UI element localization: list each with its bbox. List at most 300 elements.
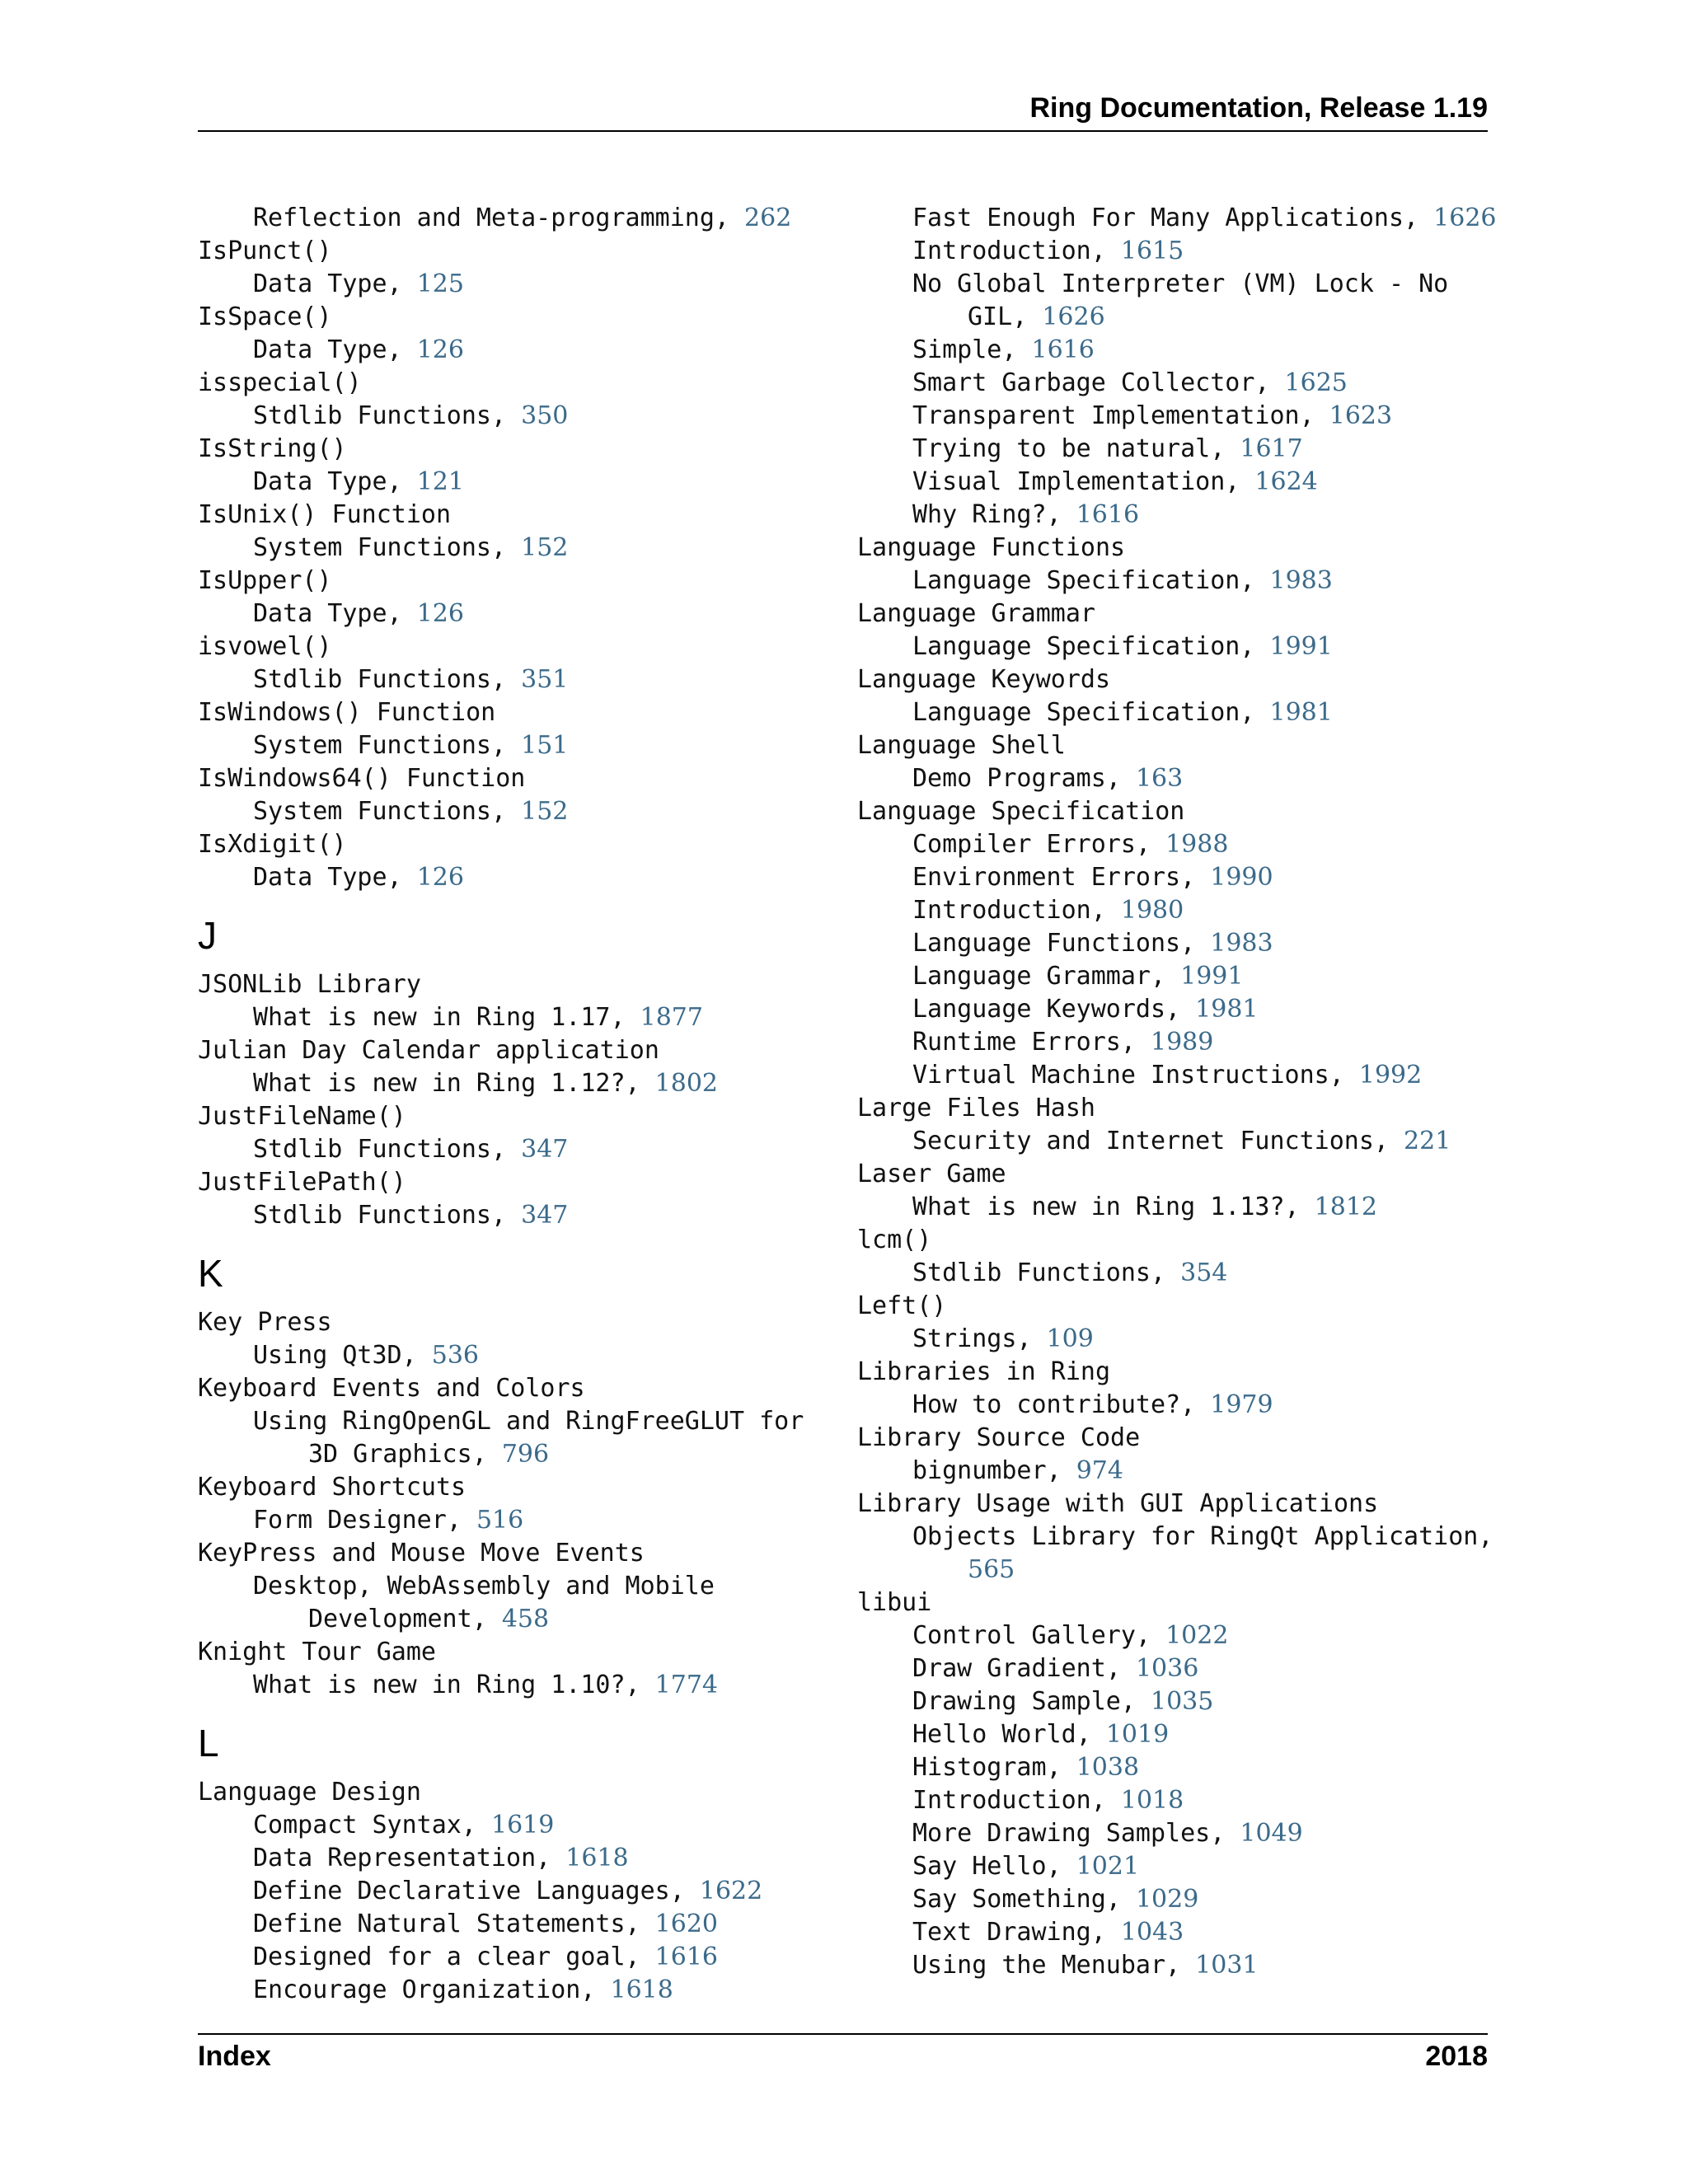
entry-text: Language Shell — [857, 731, 1066, 760]
index-term — [857, 795, 1500, 828]
entry-separator: , — [1254, 368, 1285, 397]
index-term — [198, 565, 824, 598]
index-subentry — [198, 1809, 824, 1842]
index-letter-heading — [198, 1240, 824, 1306]
page-link[interactable]: 1979 — [1210, 1390, 1273, 1419]
index-subentry — [198, 1570, 824, 1603]
entry-separator: , — [1001, 335, 1032, 364]
index-term — [857, 1586, 1500, 1619]
page-link[interactable]: 1036 — [1135, 1654, 1199, 1683]
footer-divider — [198, 2033, 1488, 2035]
page-link[interactable]: 1983 — [1269, 566, 1333, 595]
page-link[interactable]: 1989 — [1151, 1028, 1214, 1057]
index-subentry — [198, 202, 824, 235]
index-subentry — [857, 1323, 1500, 1356]
page-link[interactable]: 1617 — [1240, 434, 1303, 463]
page-link[interactable]: 1615 — [1120, 237, 1184, 265]
index-term — [857, 1422, 1500, 1455]
page-link[interactable]: 1616 — [1031, 335, 1095, 364]
page-link[interactable]: 354 — [1180, 1258, 1228, 1287]
entry-separator: , — [1046, 1753, 1076, 1782]
entry-separator: , — [387, 269, 417, 298]
page-link[interactable]: 1990 — [1210, 863, 1273, 892]
index-subentry — [857, 1125, 1500, 1158]
entry-text: Say Hello — [912, 1852, 1047, 1881]
page-link[interactable]: 1991 — [1180, 962, 1244, 991]
entry-separator: , — [1046, 1456, 1076, 1485]
entry-text: Environment Errors — [912, 863, 1181, 892]
index-letter-heading — [198, 902, 824, 968]
entry-text: Say Something — [912, 1885, 1106, 1914]
entry-text: Trying to be natural — [912, 434, 1211, 463]
page-link[interactable]: 1624 — [1254, 467, 1318, 496]
entry-text: IsSpace() — [198, 302, 332, 331]
entry-text: Reflection and Meta-programming — [253, 204, 715, 232]
page-link[interactable]: 163 — [1135, 764, 1184, 793]
entry-text: Julian Day Calendar application — [198, 1036, 659, 1065]
page-link[interactable]: 262 — [744, 204, 792, 232]
index-subentry — [198, 400, 824, 433]
entry-separator: , — [1404, 204, 1434, 232]
entry-separator: , — [471, 1605, 502, 1633]
entry-text: Define Natural Statements — [253, 1910, 626, 1938]
entry-separator: , — [490, 665, 522, 694]
entry-separator: , — [387, 467, 417, 496]
page-link[interactable]: 565 — [968, 1555, 1015, 1584]
page-link[interactable]: 1812 — [1314, 1193, 1378, 1221]
index-term — [198, 235, 824, 268]
index-subentry — [857, 499, 1500, 532]
entry-text: JustFilePath() — [198, 1168, 406, 1197]
page-link[interactable]: 1774 — [654, 1671, 719, 1699]
index-term — [857, 532, 1500, 565]
entry-text: JustFileName() — [198, 1102, 406, 1131]
index-term — [857, 1290, 1500, 1323]
index-term — [198, 1166, 824, 1199]
entry-separator: , — [1180, 929, 1211, 958]
entry-separator: , — [490, 731, 522, 760]
entry-separator: , — [1150, 962, 1181, 991]
index-subentry — [198, 1603, 824, 1636]
index-term — [198, 367, 824, 400]
page-link[interactable]: 1626 — [1433, 204, 1497, 232]
index-subentry — [857, 1949, 1500, 1982]
entry-text: Language Design — [198, 1778, 421, 1807]
entry-text: IsUpper() — [198, 566, 332, 595]
page-link[interactable]: 1877 — [640, 1003, 703, 1032]
index-subentry — [198, 1199, 824, 1232]
page-link[interactable]: 1992 — [1358, 1061, 1423, 1090]
entry-text: Language Specification — [912, 632, 1240, 661]
page-link[interactable]: 1625 — [1284, 368, 1348, 397]
entry-text: Data Type — [253, 467, 387, 496]
entry-text: Virtual Machine Instructions — [912, 1061, 1329, 1090]
entry-text: Left() — [857, 1291, 947, 1320]
page-link[interactable]: 1043 — [1120, 1918, 1184, 1947]
entry-text: Language Keywords — [912, 995, 1166, 1024]
page-link[interactable]: 1980 — [1120, 896, 1184, 925]
index-term — [198, 630, 824, 663]
entry-text: Language Functions — [857, 533, 1126, 562]
entry-text: 3D Graphics — [308, 1440, 472, 1469]
index-column-right — [857, 202, 1500, 1982]
index-subentry — [857, 894, 1500, 927]
index-subentry — [198, 598, 824, 630]
page-link[interactable]: 1623 — [1329, 401, 1393, 430]
page-link[interactable]: 1622 — [699, 1877, 763, 1905]
index-subentry — [198, 729, 824, 762]
entry-text: GIL — [968, 302, 1013, 331]
index-subentry — [198, 1339, 824, 1372]
index-subentry — [857, 268, 1500, 301]
header-divider — [198, 130, 1488, 132]
entry-text: Stdlib Functions — [253, 665, 491, 694]
index-subentry — [857, 202, 1500, 235]
index-subentry — [857, 1850, 1500, 1883]
entry-separator: , — [625, 1671, 655, 1699]
entry-text: IsWindows64() Function — [198, 764, 526, 793]
index-subentry — [857, 1455, 1500, 1488]
entry-text: System Functions — [253, 731, 491, 760]
page-link[interactable]: 152 — [521, 797, 569, 826]
entry-text: Encourage Organization — [253, 1975, 581, 2004]
entry-text: Runtime Errors — [912, 1028, 1121, 1057]
index-subentry — [857, 630, 1500, 663]
entry-separator: , — [387, 863, 417, 892]
entry-separator: , — [625, 1069, 655, 1098]
entry-text: System Functions — [253, 533, 491, 562]
index-subentry — [857, 1257, 1500, 1290]
entry-text: Using RingOpenGL and RingFreeGLUT for — [253, 1407, 804, 1436]
entry-separator: , — [1299, 401, 1329, 430]
entry-separator: , — [490, 533, 522, 562]
page-link[interactable]: 1802 — [654, 1069, 719, 1098]
page-link[interactable]: 1981 — [1195, 995, 1259, 1024]
index-term — [857, 1356, 1500, 1389]
entry-separator: , — [1090, 1786, 1121, 1815]
index-subentry — [198, 268, 824, 301]
entry-text: Smart Garbage Collector — [912, 368, 1255, 397]
page-link[interactable]: 1983 — [1210, 929, 1273, 958]
page-link[interactable]: 1988 — [1165, 830, 1229, 859]
index-term — [198, 1306, 824, 1339]
entry-text: Objects Library for RingQt Application, — [912, 1522, 1493, 1551]
entry-text: Drawing Sample — [912, 1687, 1121, 1716]
index-term — [857, 1488, 1500, 1521]
entry-text: Language Functions — [912, 929, 1181, 958]
index-subentry — [857, 1751, 1500, 1784]
page-link[interactable]: 351 — [521, 665, 569, 694]
index-term — [857, 663, 1500, 696]
entry-text: Introduction — [912, 237, 1091, 265]
index-term — [198, 1776, 824, 1809]
page-link[interactable]: 1618 — [610, 1975, 673, 2004]
index-term — [198, 1372, 824, 1405]
index-subentry — [857, 334, 1500, 367]
index-subentry — [857, 1883, 1500, 1916]
entry-text: Visual Implementation — [912, 467, 1226, 496]
index-subentry — [857, 1191, 1500, 1224]
entry-text: System Functions — [253, 797, 491, 826]
index-term — [857, 598, 1500, 630]
footer-section-name: Index — [198, 2041, 271, 2072]
index-term — [198, 301, 824, 334]
index-term — [198, 1471, 824, 1504]
entry-text: Stdlib Functions — [253, 401, 491, 430]
index-term — [198, 1034, 824, 1067]
entry-separator: , — [1120, 1028, 1151, 1057]
page-link[interactable]: 1619 — [491, 1811, 555, 1840]
entry-separator: , — [490, 797, 522, 826]
entry-text: isspecial() — [198, 368, 362, 397]
entry-text: What is new in Ring 1.12? — [253, 1069, 626, 1098]
index-subentry — [857, 565, 1500, 598]
index-subentry — [198, 1974, 824, 2007]
page-link[interactable]: 121 — [416, 467, 464, 496]
entry-text: Knight Tour Game — [198, 1638, 436, 1666]
index-subentry — [857, 235, 1500, 268]
page-link[interactable]: 1618 — [565, 1844, 629, 1872]
entry-separator: , — [1165, 1951, 1196, 1980]
entry-text: Designed for a clear goal — [253, 1943, 626, 1971]
page-link[interactable]: 1620 — [654, 1910, 719, 1938]
entry-separator: , — [1105, 764, 1136, 793]
index-subentry — [857, 433, 1500, 466]
entry-separator: , — [1046, 500, 1076, 529]
index-subentry — [857, 927, 1500, 960]
entry-separator: , — [387, 599, 417, 628]
index-subentry — [857, 762, 1500, 795]
entry-text: Stdlib Functions — [253, 1135, 491, 1164]
page-link[interactable]: 109 — [1046, 1324, 1094, 1353]
page-link[interactable]: 126 — [416, 335, 464, 364]
entry-text: Libraries in Ring — [857, 1357, 1111, 1386]
entry-separator: , — [401, 1341, 432, 1370]
entry-separator: , — [714, 204, 745, 232]
entry-text: Using the Menubar — [912, 1951, 1166, 1980]
entry-text: IsString() — [198, 434, 347, 463]
page-link[interactable]: 1029 — [1135, 1885, 1199, 1914]
index-subentry — [198, 861, 824, 894]
entry-text: Laser Game — [857, 1160, 1006, 1188]
entry-separator: , — [1016, 1324, 1047, 1353]
page-link[interactable]: 126 — [416, 599, 464, 628]
page-link[interactable]: 1616 — [654, 1943, 719, 1971]
entry-text: Form Designer — [253, 1506, 447, 1535]
entry-text: Introduction — [912, 1786, 1091, 1815]
index-subentry — [198, 532, 824, 565]
entry-separator: , — [625, 1910, 655, 1938]
index-subentry — [857, 861, 1500, 894]
entry-separator: , — [1225, 467, 1255, 496]
entry-text: Library Usage with GUI Applications — [857, 1489, 1379, 1518]
entry-text: IsWindows() Function — [198, 698, 496, 727]
entry-text: Language Specification — [857, 797, 1185, 826]
entry-text: How to contribute? — [912, 1390, 1181, 1419]
entry-text: bignumber — [912, 1456, 1047, 1485]
index-subentry — [198, 795, 824, 828]
entry-separator: , — [1120, 1687, 1151, 1716]
index-subentry — [857, 993, 1500, 1026]
entry-text: Language Keywords — [857, 665, 1111, 694]
index-term — [198, 696, 824, 729]
entry-text: Using Qt3D — [253, 1341, 402, 1370]
page-link[interactable]: 1035 — [1151, 1687, 1214, 1716]
entry-text: Desktop, WebAssembly and Mobile — [253, 1572, 715, 1601]
entry-separator: , — [1240, 566, 1270, 595]
index-subentry — [857, 1026, 1500, 1059]
page-link[interactable]: 516 — [476, 1506, 524, 1535]
entry-separator: , — [1105, 1885, 1136, 1914]
index-subentry — [198, 1842, 824, 1875]
entry-text: IsUnix() Function — [198, 500, 452, 529]
page-link[interactable]: 151 — [521, 731, 569, 760]
entry-separator: , — [580, 1975, 611, 2004]
entry-text: What is new in Ring 1.17 — [253, 1003, 611, 1032]
index-subentry — [857, 1059, 1500, 1092]
index-term — [198, 828, 824, 861]
entry-text: Stdlib Functions — [253, 1201, 491, 1230]
index-subentry — [198, 1908, 824, 1941]
entry-text: isvowel() — [198, 632, 332, 661]
entry-separator: , — [1240, 698, 1270, 727]
index-subentry — [857, 1784, 1500, 1817]
page-link[interactable]: 1049 — [1240, 1819, 1303, 1848]
index-subentry — [857, 1916, 1500, 1949]
page-link[interactable]: 1626 — [1042, 302, 1105, 331]
page-link[interactable]: 125 — [416, 269, 464, 298]
page-link[interactable]: 1031 — [1195, 1951, 1259, 1980]
entry-text: Security and Internet Functions — [912, 1127, 1374, 1155]
index-subentry — [857, 400, 1500, 433]
page-link[interactable]: 1018 — [1120, 1786, 1184, 1815]
page-link[interactable]: 347 — [521, 1201, 569, 1230]
index-subentry — [857, 1817, 1500, 1850]
entry-text: libui — [857, 1588, 932, 1617]
entry-text: lcm() — [857, 1226, 932, 1254]
entry-text: IsXdigit() — [198, 830, 347, 859]
entry-text: IsPunct() — [198, 237, 332, 265]
page-link[interactable]: 1991 — [1269, 632, 1333, 661]
index-subentry — [198, 1875, 824, 1908]
index-subentry — [198, 1001, 824, 1034]
index-term — [857, 1224, 1500, 1257]
entry-separator: , — [490, 1201, 522, 1230]
entry-text: Data Type — [253, 335, 387, 364]
entry-separator: , — [1180, 1390, 1211, 1419]
entry-separator: , — [610, 1003, 640, 1032]
page-link[interactable]: 126 — [416, 863, 464, 892]
index-subentry — [857, 1685, 1500, 1718]
entry-text: Library Source Code — [857, 1423, 1141, 1452]
index-subentry — [198, 1405, 824, 1438]
index-subentry — [198, 1504, 824, 1537]
entry-separator: , — [490, 1135, 522, 1164]
entry-text: Compiler Errors — [912, 830, 1136, 859]
entry-separator: , — [461, 1811, 491, 1840]
entry-separator: , — [1284, 1193, 1315, 1221]
index-subentry — [198, 334, 824, 367]
entry-text: Introduction — [912, 896, 1091, 925]
page-link[interactable]: 974 — [1076, 1456, 1123, 1485]
page-link[interactable]: 1038 — [1076, 1753, 1140, 1782]
entry-separator: , — [446, 1506, 476, 1535]
page-link[interactable]: 458 — [501, 1605, 550, 1633]
entry-text: KeyPress and Mouse Move Events — [198, 1539, 645, 1568]
page-link[interactable]: 796 — [501, 1440, 550, 1469]
entry-separator: , — [669, 1877, 700, 1905]
entry-separator: , — [1329, 1061, 1359, 1090]
page-link[interactable]: 350 — [521, 401, 569, 430]
page-link[interactable]: 1019 — [1105, 1720, 1170, 1749]
entry-separator: , — [1150, 1258, 1181, 1287]
page-link[interactable]: 1021 — [1076, 1852, 1140, 1881]
entry-separator: , — [1210, 1819, 1240, 1848]
index-subentry — [857, 1619, 1500, 1652]
entry-text: Control Gallery — [912, 1621, 1136, 1650]
entry-text: Language Grammar — [857, 599, 1095, 628]
page-link[interactable]: 536 — [431, 1341, 480, 1370]
entry-text: Strings — [912, 1324, 1017, 1353]
index-subentry — [198, 1438, 824, 1471]
entry-text: Define Declarative Languages — [253, 1877, 670, 1905]
entry-separator: , — [1135, 1621, 1166, 1650]
page-header-title: Ring Documentation, Release 1.19 — [1029, 92, 1488, 124]
index-subentry — [198, 663, 824, 696]
entry-text: Key Press — [198, 1308, 332, 1337]
entry-text: No Global Interpreter (VM) Lock - No — [912, 269, 1449, 298]
index-term — [198, 1537, 824, 1570]
entry-separator: , — [536, 1844, 566, 1872]
entry-text: Data Representation — [253, 1844, 537, 1872]
index-term — [198, 968, 824, 1001]
page-link[interactable]: 1616 — [1076, 500, 1140, 529]
letter-text: J — [198, 914, 217, 957]
index-subentry — [857, 1554, 1500, 1586]
index-subentry — [857, 1389, 1500, 1422]
entry-text: Fast Enough For Many Applications — [912, 204, 1404, 232]
page-link[interactable]: 1022 — [1165, 1621, 1229, 1650]
index-subentry — [857, 1718, 1500, 1751]
index-term — [857, 729, 1500, 762]
entry-text: Keyboard Events and Colors — [198, 1374, 585, 1403]
entry-text: Why Ring? — [912, 500, 1047, 529]
entry-separator: , — [1373, 1127, 1404, 1155]
entry-separator: , — [471, 1440, 502, 1469]
entry-separator: , — [490, 401, 522, 430]
entry-text: Language Specification — [912, 566, 1240, 595]
entry-text: What is new in Ring 1.10? — [253, 1671, 626, 1699]
page-link[interactable]: 347 — [521, 1135, 569, 1164]
index-subentry — [857, 466, 1500, 499]
entry-text: Stdlib Functions — [912, 1258, 1151, 1287]
index-term — [198, 1636, 824, 1669]
index-subentry — [857, 1521, 1500, 1554]
footer-page-number: 2018 — [1425, 2041, 1488, 2072]
index-term — [198, 1100, 824, 1133]
entry-text: Data Type — [253, 599, 387, 628]
index-subentry — [857, 301, 1500, 334]
page-link[interactable]: 221 — [1404, 1127, 1451, 1155]
index-subentry — [857, 367, 1500, 400]
entry-text: Compact Syntax — [253, 1811, 462, 1840]
page-link[interactable]: 1981 — [1269, 698, 1333, 727]
index-subentry — [857, 828, 1500, 861]
index-subentry — [198, 1133, 824, 1166]
entry-separator: , — [1090, 1918, 1121, 1947]
entry-text: Language Grammar — [912, 962, 1151, 991]
page-link[interactable]: 152 — [521, 533, 569, 562]
